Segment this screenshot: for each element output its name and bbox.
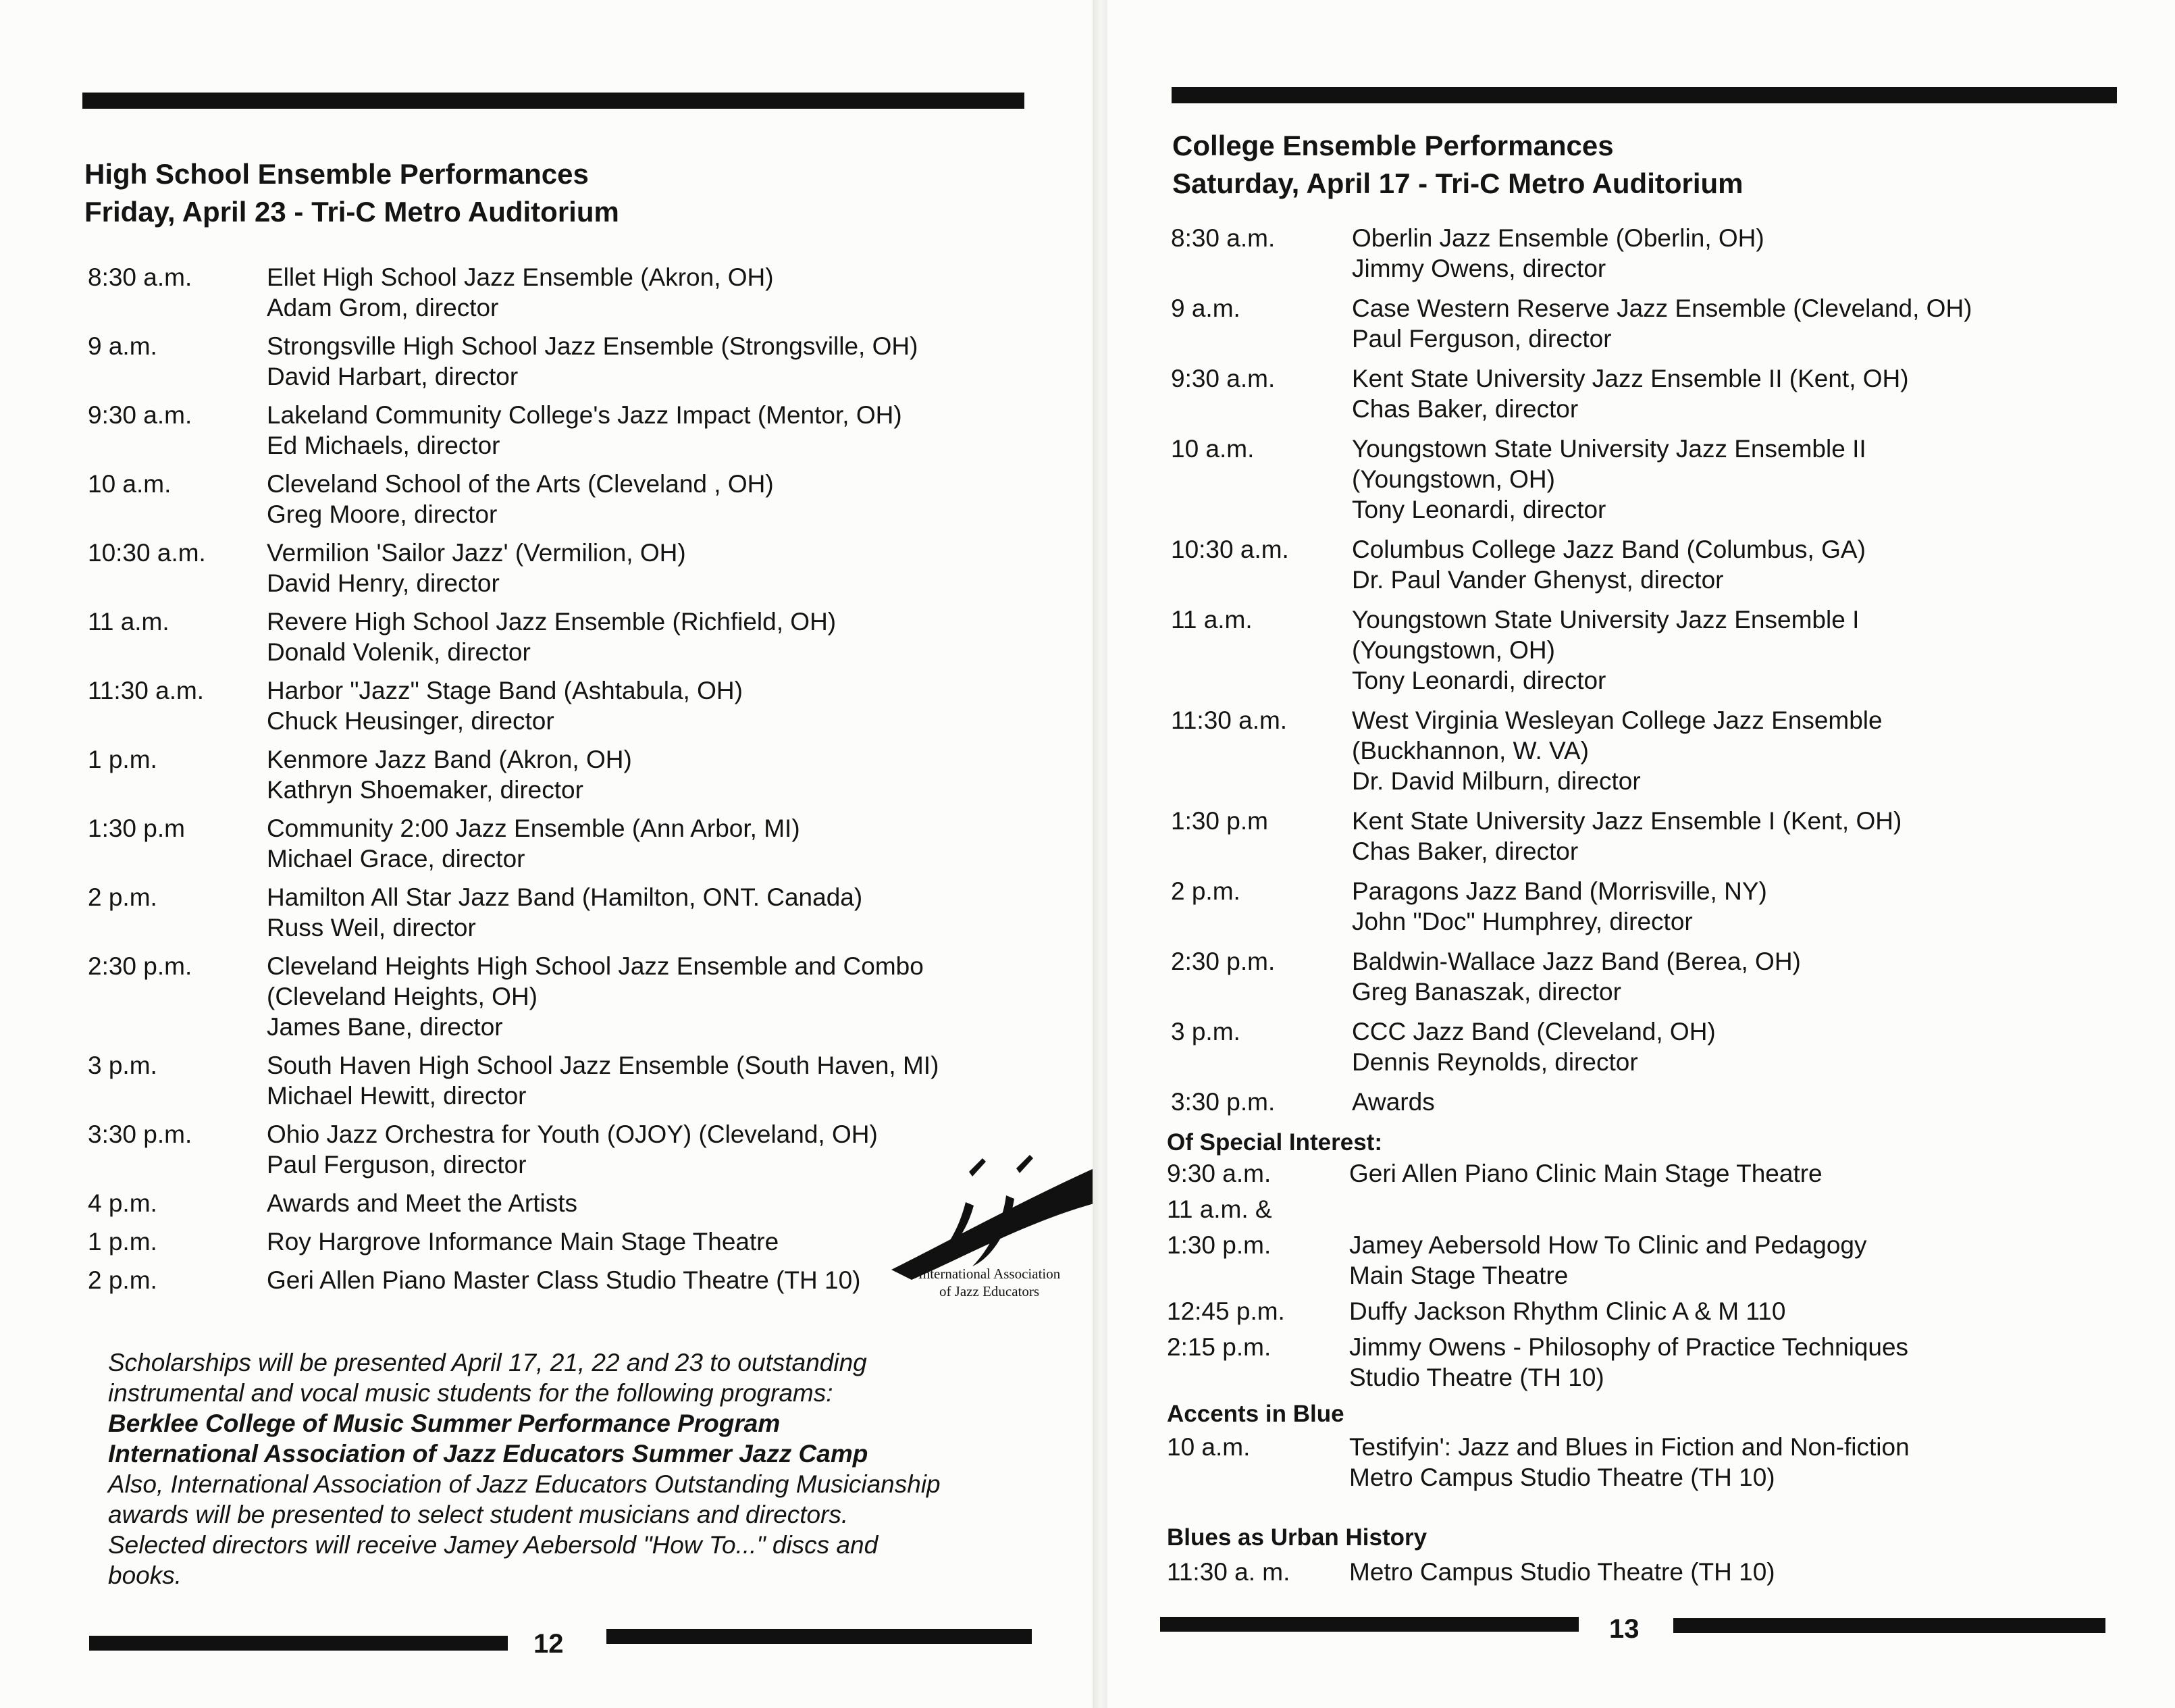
scholarship-note xyxy=(108,1347,1067,1590)
schedule-details xyxy=(267,813,932,874)
schedule-line: Hamilton All Star Jazz Band (Hamilton, ONT. Canada) xyxy=(267,883,863,911)
schedule-line: Main Stage Theatre xyxy=(1349,1262,1569,1289)
schedule-row xyxy=(1171,705,2103,796)
right-page xyxy=(1107,0,2175,1708)
schedule-row xyxy=(88,262,932,323)
schedule-line: (Buckhannon, W. VA) xyxy=(1352,737,1589,765)
schedule-line: Geri Allen Piano Master Class Studio Theatre (TH 10) xyxy=(267,1266,861,1294)
schedule-details xyxy=(1352,876,2103,937)
schedule-time: 11 a.m. xyxy=(1171,606,1253,633)
schedule-time: 3:30 p.m. xyxy=(88,1120,192,1148)
schedule-time: 1 p.m. xyxy=(88,746,157,773)
schedule-time: 10:30 a.m. xyxy=(88,539,206,567)
schedule-line: Geri Allen Piano Clinic Main Stage Theatre xyxy=(1349,1160,1823,1187)
scholarship-closing-line: awards will be presented to select student musicians and directors. xyxy=(108,1501,849,1528)
schedule-line: Kent State University Jazz Ensemble I (Kent, OH) xyxy=(1352,807,1902,835)
schedule-line: Michael Grace, director xyxy=(267,845,525,873)
schedule-time: 8:30 a.m. xyxy=(1171,224,1276,252)
schedule-row xyxy=(1171,946,2103,1007)
scholarship-intro-line: instrumental and vocal music students for the following programs: xyxy=(108,1379,833,1407)
schedule-time: 10:30 a.m. xyxy=(1171,536,1289,563)
schedule-details xyxy=(267,951,932,1042)
schedule-row xyxy=(88,744,932,805)
schedule-time: 2 p.m. xyxy=(88,883,157,911)
scholarship-program: International Association of Jazz Educators Summer Jazz Camp xyxy=(108,1440,868,1468)
page-number: 13 xyxy=(1609,1614,1640,1644)
schedule-time: 9:30 a.m. xyxy=(88,401,192,429)
footer-rule xyxy=(1673,1618,2105,1633)
schedule-time: 3 p.m. xyxy=(88,1052,157,1079)
schedule-row xyxy=(1171,1016,2103,1077)
schedule-line: Community 2:00 Jazz Ensemble (Ann Arbor, MI) xyxy=(267,814,800,842)
schedule-line: Testifyin': Jazz and Blues in Fiction and Non-fiction xyxy=(1349,1433,1910,1461)
schedule-line: Paul Ferguson, director xyxy=(1352,325,1612,353)
schedule-time: 1:30 p.m xyxy=(1171,807,1268,835)
schedule-line: Metro Campus Studio Theatre (TH 10) xyxy=(1349,1464,1775,1491)
schedule-line: Metro Campus Studio Theatre (TH 10) xyxy=(1349,1558,1775,1586)
blues-list xyxy=(1167,1557,2099,1593)
schedule-line: Dennis Reynolds, director xyxy=(1352,1048,1638,1076)
schedule-row xyxy=(88,331,932,392)
scholarship-intro-line: Scholarships will be presented April 17, 21, 22 and 23 to outstanding xyxy=(108,1349,867,1376)
schedule-row xyxy=(88,1226,932,1257)
schedule-line: South Haven High School Jazz Ensemble (South Haven, MI) xyxy=(267,1052,939,1079)
schedule-details xyxy=(1352,1016,2103,1077)
schedule-line: Greg Banaszak, director xyxy=(1352,978,1621,1006)
schedule-row xyxy=(1171,434,2103,525)
schedule-details xyxy=(267,675,932,736)
schedule-details xyxy=(267,1265,932,1295)
schedule-row xyxy=(88,606,932,667)
schedule-line: Paul Ferguson, director xyxy=(267,1151,527,1179)
schedule-details xyxy=(267,400,932,461)
schedule-row xyxy=(1171,223,2103,284)
schedule-details xyxy=(1349,1158,2099,1189)
schedule-line: Greg Moore, director xyxy=(267,500,498,528)
schedule-line: (Youngstown, OH) xyxy=(1352,465,1555,493)
schedule-line: Paragons Jazz Band (Morrisville, NY) xyxy=(1352,877,1767,905)
schedule-details xyxy=(267,1226,932,1257)
logo-caption-line: of Jazz Educators xyxy=(939,1283,1040,1299)
schedule-row xyxy=(1171,293,2103,354)
schedule-row xyxy=(88,400,932,461)
schedule-row xyxy=(88,813,932,874)
schedule-details xyxy=(1349,1230,2099,1291)
schedule-time: 8:30 a.m. xyxy=(88,263,192,291)
schedule-line: Duffy Jackson Rhythm Clinic A & M 110 xyxy=(1349,1297,1786,1325)
schedule-line: CCC Jazz Band (Cleveland, OH) xyxy=(1352,1018,1716,1045)
schedule-row xyxy=(1171,534,2103,595)
schedule-line: Columbus College Jazz Band (Columbus, GA) xyxy=(1352,536,1866,563)
schedule-line: James Bane, director xyxy=(267,1013,503,1041)
schedule-row xyxy=(88,469,932,529)
schedule-line: Chas Baker, director xyxy=(1352,837,1579,865)
schedule-details xyxy=(1352,434,2103,525)
schedule-time: 2:30 p.m. xyxy=(1171,948,1276,975)
schedule-time: 11:30 a. m. xyxy=(1167,1558,1290,1586)
schedule-details xyxy=(267,606,932,667)
schedule-details xyxy=(267,331,932,392)
section-date-venue: Saturday, April 17 - Tri-C Metro Auditorium xyxy=(1172,167,1744,199)
schedule-details xyxy=(1349,1432,2099,1493)
schedule-row xyxy=(1167,1230,2099,1291)
schedule-line: Dr. David Milburn, director xyxy=(1352,767,1641,795)
schedule-time: 11:30 a.m. xyxy=(88,677,205,704)
schedule-line: Michael Hewitt, director xyxy=(267,1082,527,1110)
schedule-line: Strongsville High School Jazz Ensemble (Strongsville, OH) xyxy=(267,332,918,360)
schedule-details xyxy=(1352,293,2103,354)
schedule-row xyxy=(88,675,932,736)
schedule-details xyxy=(1352,223,2103,284)
schedule-details xyxy=(1352,806,2103,866)
schedule-line: Awards xyxy=(1352,1088,1435,1116)
schedule-time: 11 a.m. xyxy=(88,608,169,636)
schedule-line: Youngstown State University Jazz Ensemble II xyxy=(1352,435,1866,463)
top-rule xyxy=(1172,87,2117,103)
schedule-time: 1 p.m. xyxy=(88,1228,157,1256)
schedule-line: Oberlin Jazz Ensemble (Oberlin, OH) xyxy=(1352,224,1764,252)
schedule-details xyxy=(267,882,932,943)
schedule-time: 3 p.m. xyxy=(1171,1018,1240,1045)
schedule-details xyxy=(267,1188,932,1218)
footer-rule xyxy=(1160,1617,1579,1632)
schedule-details xyxy=(267,538,932,598)
schedule-details xyxy=(1352,946,2103,1007)
scholarship-closing-line: Also, International Association of Jazz Educators Outstanding Musicianship xyxy=(108,1470,941,1498)
schedule-line: Tony Leonardi, director xyxy=(1352,496,1606,523)
schedule-details xyxy=(1349,1296,2099,1326)
schedule-row xyxy=(88,1050,939,1111)
top-rule xyxy=(82,93,1024,109)
schedule-line: David Henry, director xyxy=(267,569,500,597)
schedule-row xyxy=(1171,1087,2103,1117)
schedule-line: Case Western Reserve Jazz Ensemble (Cleveland, OH) xyxy=(1352,294,1972,322)
schedule-line: Donald Volenik, director xyxy=(267,638,531,666)
schedule-row xyxy=(1167,1296,2099,1326)
schedule-row xyxy=(88,538,932,598)
schedule-row xyxy=(88,1188,932,1218)
schedule-line: Kenmore Jazz Band (Akron, OH) xyxy=(267,746,632,773)
schedule-line: Adam Grom, director xyxy=(267,294,499,321)
schedule-line: Kathryn Shoemaker, director xyxy=(267,776,583,804)
schedule-details xyxy=(1349,1194,2099,1224)
schedule-line: (Cleveland Heights, OH) xyxy=(267,983,538,1010)
schedule-line: Dr. Paul Vander Ghenyst, director xyxy=(1352,566,1724,594)
special-interest-heading: Of Special Interest: xyxy=(1167,1129,1382,1156)
schedule-line: Vermilion 'Sailor Jazz' (Vermilion, OH) xyxy=(267,539,686,567)
schedule-time: 1:30 p.m. xyxy=(1167,1231,1272,1259)
schedule-line: Revere High School Jazz Ensemble (Richfield, OH) xyxy=(267,608,837,636)
schedule-line: Chas Baker, director xyxy=(1352,395,1579,423)
schedule-time: 1:30 p.m xyxy=(88,814,185,842)
schedule-line: Jamey Aebersold How To Clinic and Pedagogy xyxy=(1349,1231,1867,1259)
schedule-list xyxy=(88,262,939,1303)
schedule-time: 3:30 p.m. xyxy=(1171,1088,1276,1116)
schedule-line: Cleveland School of the Arts (Cleveland , OH) xyxy=(267,470,774,498)
logo-caption-line: International Association xyxy=(918,1266,1061,1282)
schedule-row xyxy=(1171,363,2103,424)
schedule-time: 10 a.m. xyxy=(88,470,172,498)
schedule-time: 2 p.m. xyxy=(88,1266,157,1294)
schedule-time: 2 p.m. xyxy=(1171,877,1240,905)
schedule-row xyxy=(88,882,932,943)
schedule-line: Youngstown State University Jazz Ensemble I xyxy=(1352,606,1860,633)
schedule-details xyxy=(267,744,932,805)
schedule-time: 10 a.m. xyxy=(1171,435,1255,463)
scholarship-program: Berklee College of Music Summer Performance Program xyxy=(108,1409,781,1437)
schedule-details xyxy=(267,1119,932,1180)
scholarship-closing-line: books. xyxy=(108,1561,182,1589)
schedule-time: 9 a.m. xyxy=(88,332,157,360)
schedule-list xyxy=(1171,223,2103,1127)
schedule-time: 2:30 p.m. xyxy=(88,952,192,980)
schedule-details xyxy=(1349,1557,2099,1587)
section-title: College Ensemble Performances xyxy=(1172,130,1614,161)
special-interest-list xyxy=(1167,1158,2099,1398)
section-title: High School Ensemble Performances xyxy=(84,158,589,190)
schedule-line xyxy=(1349,1194,2099,1224)
schedule-time: 9:30 a.m. xyxy=(1167,1160,1272,1187)
schedule-row xyxy=(88,1265,932,1295)
footer-rule xyxy=(606,1629,1032,1644)
footer-rule xyxy=(89,1636,508,1651)
scholarship-closing-line: Selected directors will receive Jamey Aebersold "How To..." discs and xyxy=(108,1531,879,1559)
schedule-line: David Harbart, director xyxy=(267,363,519,390)
schedule-line: Kent State University Jazz Ensemble II (Kent, OH) xyxy=(1352,365,1909,392)
schedule-line: Cleveland Heights High School Jazz Ensemble and Combo xyxy=(267,952,924,980)
schedule-row xyxy=(88,1119,932,1180)
schedule-time: 9:30 a.m. xyxy=(1171,365,1276,392)
schedule-line: Studio Theatre (TH 10) xyxy=(1349,1364,1604,1391)
schedule-time: 9 a.m. xyxy=(1171,294,1240,322)
page-gutter xyxy=(1093,0,1107,1708)
schedule-line: Ohio Jazz Orchestra for Youth (OJOY) (Cleveland, OH) xyxy=(267,1120,878,1148)
schedule-details xyxy=(1352,1087,2103,1117)
schedule-row xyxy=(1167,1194,2099,1224)
schedule-row xyxy=(88,951,932,1042)
schedule-row xyxy=(1167,1557,2099,1587)
section-date-venue: Friday, April 23 - Tri-C Metro Auditorium xyxy=(84,196,619,228)
schedule-details xyxy=(1352,604,2103,696)
schedule-time: 4 p.m. xyxy=(88,1189,157,1217)
schedule-row xyxy=(1167,1432,2099,1493)
schedule-line: John "Doc" Humphrey, director xyxy=(1352,908,1693,935)
schedule-line: Jimmy Owens, director xyxy=(1352,255,1606,282)
schedule-line: (Youngstown, OH) xyxy=(1352,636,1555,664)
schedule-line: Ed Michaels, director xyxy=(267,432,500,459)
schedule-line: Jimmy Owens - Philosophy of Practice Techniques xyxy=(1349,1333,1909,1361)
page-number: 12 xyxy=(533,1629,564,1659)
schedule-time: 2:15 p.m. xyxy=(1167,1333,1272,1361)
schedule-line: Baldwin-Wallace Jazz Band (Berea, OH) xyxy=(1352,948,1801,975)
schedule-row xyxy=(1171,604,2103,696)
schedule-line: Roy Hargrove Informance Main Stage Theatre xyxy=(267,1228,779,1256)
schedule-row xyxy=(1167,1158,2099,1189)
schedule-row xyxy=(1171,876,2103,937)
section-heading xyxy=(84,155,619,231)
schedule-row xyxy=(1171,806,2103,866)
schedule-details xyxy=(267,469,932,529)
schedule-details xyxy=(1349,1332,2099,1393)
schedule-details xyxy=(1352,705,2103,796)
accents-list xyxy=(1167,1432,2099,1498)
schedule-line: Harbor "Jazz" Stage Band (Ashtabula, OH) xyxy=(267,677,743,704)
schedule-row xyxy=(1167,1332,2099,1393)
accents-heading: Accents in Blue xyxy=(1167,1401,1344,1427)
schedule-line: Russ Weil, director xyxy=(267,914,476,941)
schedule-line: Chuck Heusinger, director xyxy=(267,707,554,735)
schedule-line: West Virginia Wesleyan College Jazz Ensemble xyxy=(1352,706,1883,734)
schedule-details xyxy=(1352,534,2103,595)
schedule-details xyxy=(267,1050,939,1111)
schedule-line: Awards and Meet the Artists xyxy=(267,1189,577,1217)
blues-heading: Blues as Urban History xyxy=(1167,1524,1427,1551)
schedule-time: 11 a.m. & xyxy=(1167,1195,1272,1223)
schedule-time: 10 a.m. xyxy=(1167,1433,1251,1461)
logo-caption xyxy=(878,1265,1101,1300)
schedule-details xyxy=(267,262,932,323)
schedule-time: 12:45 p.m. xyxy=(1167,1297,1285,1325)
schedule-details xyxy=(1352,363,2103,424)
schedule-line: Ellet High School Jazz Ensemble (Akron, OH) xyxy=(267,263,774,291)
section-heading xyxy=(1172,127,1744,203)
schedule-line: Tony Leonardi, director xyxy=(1352,667,1606,694)
schedule-time: 11:30 a.m. xyxy=(1171,706,1288,734)
schedule-line: Lakeland Community College's Jazz Impact (Mentor, OH) xyxy=(267,401,902,429)
